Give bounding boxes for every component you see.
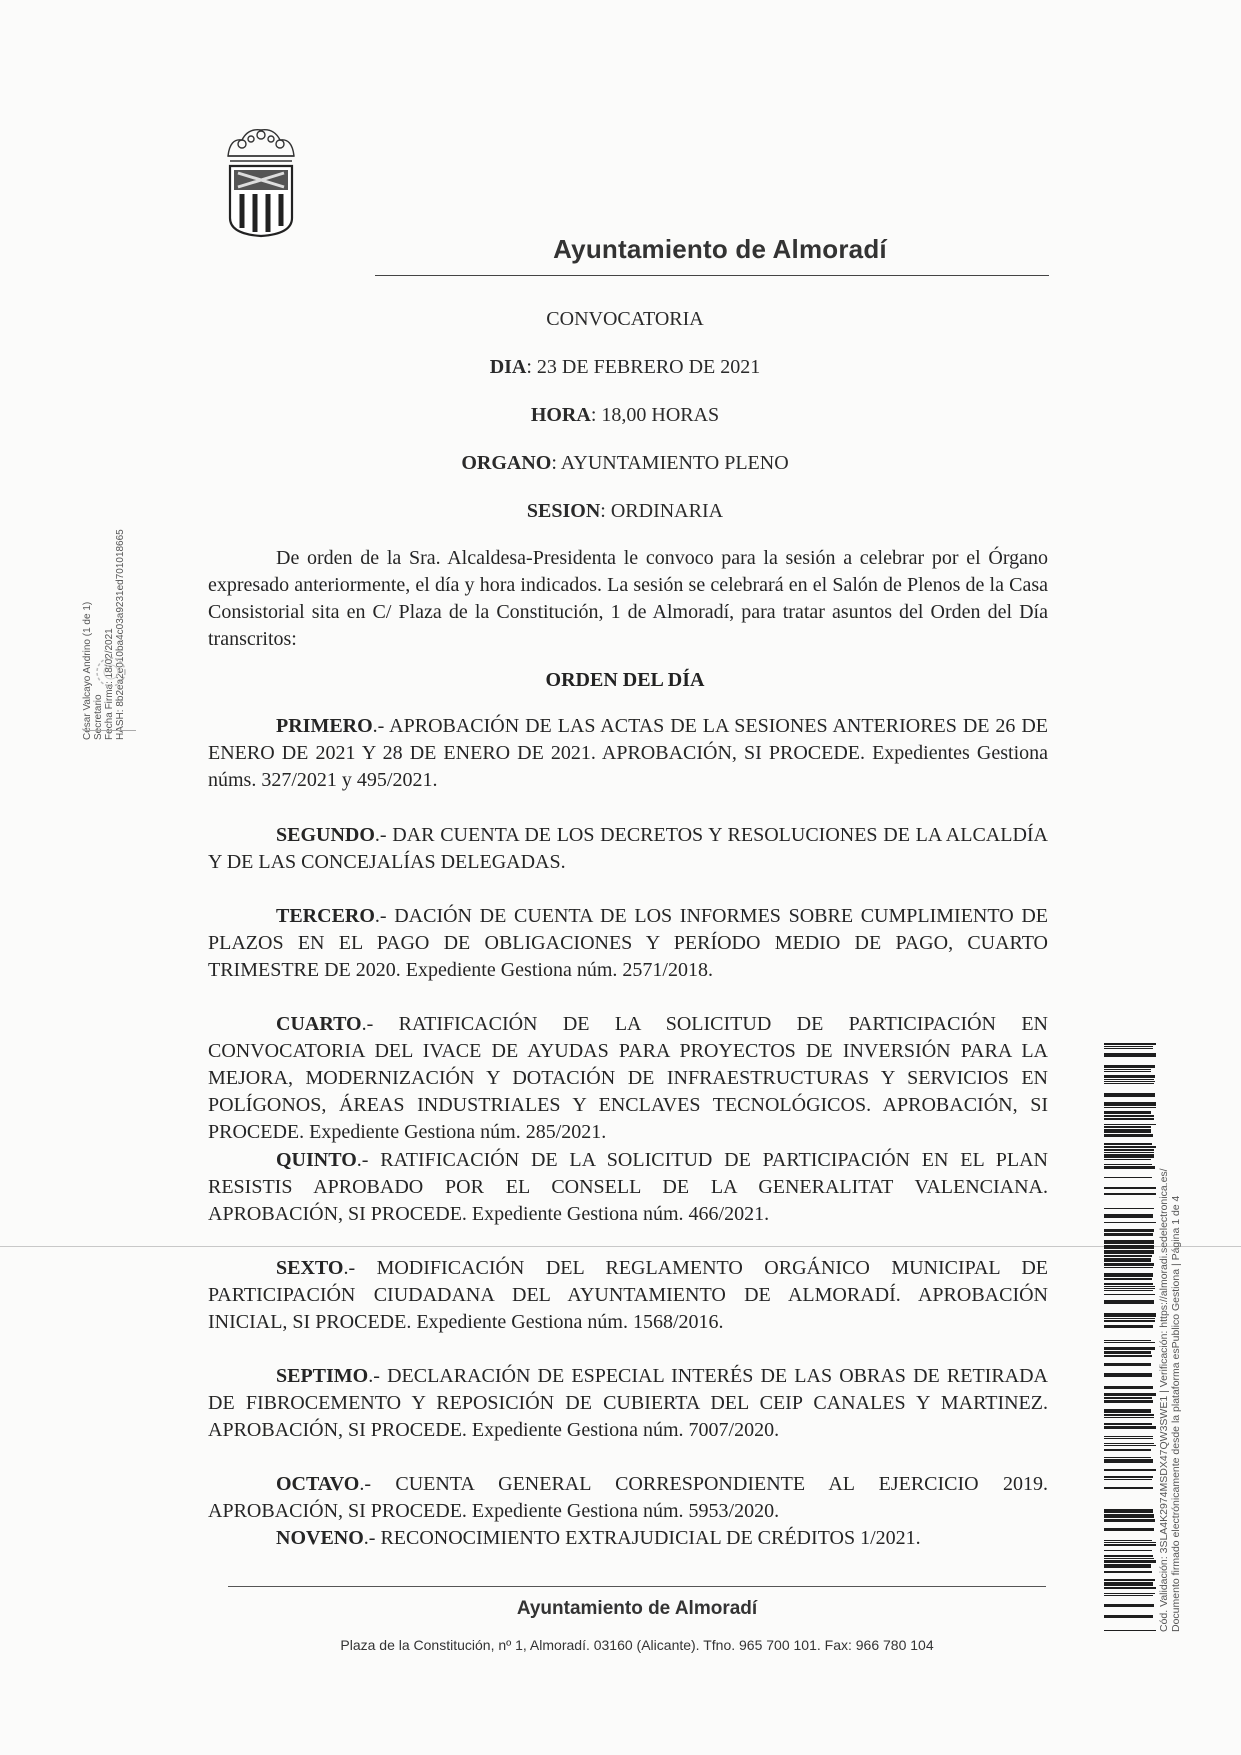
meeting-date — [205, 356, 1045, 379]
agenda-item-septimo — [208, 1363, 1048, 1444]
seal-icon — [94, 655, 128, 689]
orden-del-dia-title: ORDEN DEL DÍA — [545, 669, 705, 691]
intro-paragraph: De orden de la Sra. Alcaldesa-Presidenta le convoco para la sesión a celebrar por el Órgano expresado anteriormente, el día y hora indicados. La sesión se celebrará en el Salón de Plenos de la Casa Consistorial sita en C/ Plaza de la Constitución, 1 de Almoradí, para tratar asuntos del Orden del Día transcritos: — [208, 547, 1048, 650]
hora-value: : 18,00 HORAS — [590, 404, 720, 426]
agenda-item-label: SEPTIMO — [276, 1365, 369, 1387]
agenda-item-text: .- CUENTA GENERAL CORRESPONDIENTE AL EJERCICIO 2019. APROBACIÓN, SI PROCEDE. Expediente Gestiona núm. 5953/2020. — [208, 1473, 1048, 1522]
agenda-item-label: SEGUNDO — [276, 824, 375, 846]
organo-label: ORGANO — [461, 452, 552, 474]
signature-hash: HASH: 8b2ea2e010ba4c03a9231ed701018665 — [115, 529, 126, 740]
agenda-item-text: .- APROBACIÓN DE LAS ACTAS DE LA SESIONES ANTERIORES DE 26 DE ENERO DE 2021 Y 28 DE ENERO DE 2021. APROBACIÓN, SI PROCEDE. Expedientes Gestiona núms. 327/2021 y 495/2021. — [208, 715, 1048, 791]
agenda-item-label: NOVENO — [276, 1527, 364, 1549]
agenda-item-text: .- DAR CUENTA DE LOS DECRETOS Y RESOLUCIONES DE LA ALCALDÍA Y DE LAS CONCEJALÍAS DELEGADAS. — [208, 824, 1048, 873]
agenda-item-tercero — [208, 903, 1048, 984]
agenda-item-octavo — [208, 1471, 1048, 1525]
scan-artifact-line — [0, 1246, 1241, 1247]
agenda-item-label: OCTAVO — [276, 1473, 360, 1495]
footer-address: Plaza de la Constitución, nº 1, Almoradí. 03160 (Alicante). Tfno. 965 700 101. Fax: 966 780 104 — [340, 1637, 934, 1653]
agenda-item-noveno — [208, 1525, 1048, 1552]
barcode-icon — [1104, 1043, 1156, 1631]
footer-title: Ayuntamiento de Almoradí — [516, 1598, 758, 1619]
validation-platform: Documento firmado electrónicamente desde la plataforma esPublico Gestiona | Página 1 de 4 — [1170, 1195, 1182, 1632]
signature-stamp-rule — [84, 730, 136, 731]
agenda-item-quinto — [208, 1147, 1048, 1228]
agenda-item-primero — [208, 713, 1048, 794]
meeting-organ — [205, 452, 1045, 475]
header-title: Ayuntamiento de Almoradí — [553, 234, 887, 264]
dia-value: : 23 DE FEBRERO DE 2021 — [526, 356, 761, 378]
hora-label: HORA — [530, 404, 591, 426]
agenda-item-text: .- DACIÓN DE CUENTA DE LOS INFORMES SOBRE CUMPLIMIENTO DE PLAZOS EN EL PAGO DE OBLIGACIONES Y PERÍODO MEDIO DE PAGO, CUARTO TRIMESTRE DE 2020. Expediente Gestiona núm. 2571/2018. — [208, 905, 1048, 981]
agenda-item-label: TERCERO — [276, 905, 375, 927]
validation-code: Cód. Validación: 3SLA4K2974MSDX47QW3SWE1 | Verificación: https://almoradi.sedelectronica.es/ — [1158, 1168, 1170, 1632]
meeting-session — [205, 500, 1045, 523]
agenda-item-text: .- RECONOCIMIENTO EXTRAJUDICIAL DE CRÉDITOS 1/2021. — [363, 1527, 921, 1549]
organo-value: : AYUNTAMIENTO PLENO — [551, 452, 789, 474]
agenda-item-text: .- RATIFICACIÓN DE LA SOLICITUD DE PARTICIPACIÓN EN EL PLAN RESISTIS APROBADO POR EL CONSELL DE LA GENERALITAT VALENCIANA. APROBACIÓN, SI PROCEDE. Expediente Gestiona núm. 466/2021. — [208, 1149, 1048, 1225]
footer-divider — [228, 1586, 1046, 1587]
agenda-item-label: PRIMERO — [276, 715, 373, 737]
dia-label: DIA — [489, 356, 527, 378]
agenda-item-label: SEXTO — [276, 1257, 344, 1279]
header-divider — [375, 275, 1049, 276]
meeting-time — [205, 404, 1045, 427]
signer-name: César Valcayo Andrino (1 de 1) — [82, 601, 93, 740]
agenda-item-text: .- MODIFICACIÓN DEL REGLAMENTO ORGÁNICO MUNICIPAL DE PARTICIPACIÓN CIUDADANA DEL AYUNTAMIENTO DE ALMORADÍ. APROBACIÓN INICIAL, SI PROCEDE. Expediente Gestiona núm. 1568/2016. — [208, 1257, 1048, 1333]
validation-text — [1158, 1168, 1182, 1632]
agenda-item-label: CUARTO — [276, 1013, 362, 1035]
agenda-item-label: QUINTO — [276, 1149, 357, 1171]
agenda-item-text: .- RATIFICACIÓN DE LA SOLICITUD DE PARTICIPACIÓN EN CONVOCATORIA DEL IVACE DE AYUDAS PARA PROYECTOS DE INVERSIÓN PARA LA MEJORA, MODERNIZACIÓN Y DOTACIÓN DE INFRAESTRUCTURAS Y SERVICIOS EN POLÍGONOS, ÁREAS INDUSTRIALES Y ENCLAVES TECNOLÓGICOS. APROBACIÓN, SI PROCEDE. Expediente Gestiona núm. 285/2021. — [208, 1013, 1048, 1143]
sesion-value: : ORDINARIA — [600, 500, 724, 522]
convocatoria-heading: CONVOCATORIA — [546, 308, 704, 330]
coat-of-arms-logo — [222, 126, 300, 238]
signer-role: Secretario — [93, 694, 104, 740]
agenda-item-cuarto — [208, 1011, 1048, 1146]
agenda-item-sexto — [208, 1255, 1048, 1336]
agenda-item-segundo — [208, 822, 1048, 876]
agenda-item-text: .- DECLARACIÓN DE ESPECIAL INTERÉS DE LAS OBRAS DE RETIRADA DE FIBROCEMENTO Y REPOSICIÓN DE CUBIERTA DEL CEIP CANALES Y MARTINEZ. APROBACIÓN, SI PROCEDE. Expediente Gestiona núm. 7007/2020. — [208, 1365, 1048, 1441]
signature-stamp — [82, 529, 126, 740]
sesion-label: SESION — [526, 500, 601, 522]
signature-date: Fecha Firma: 18/02/2021 — [104, 628, 115, 740]
